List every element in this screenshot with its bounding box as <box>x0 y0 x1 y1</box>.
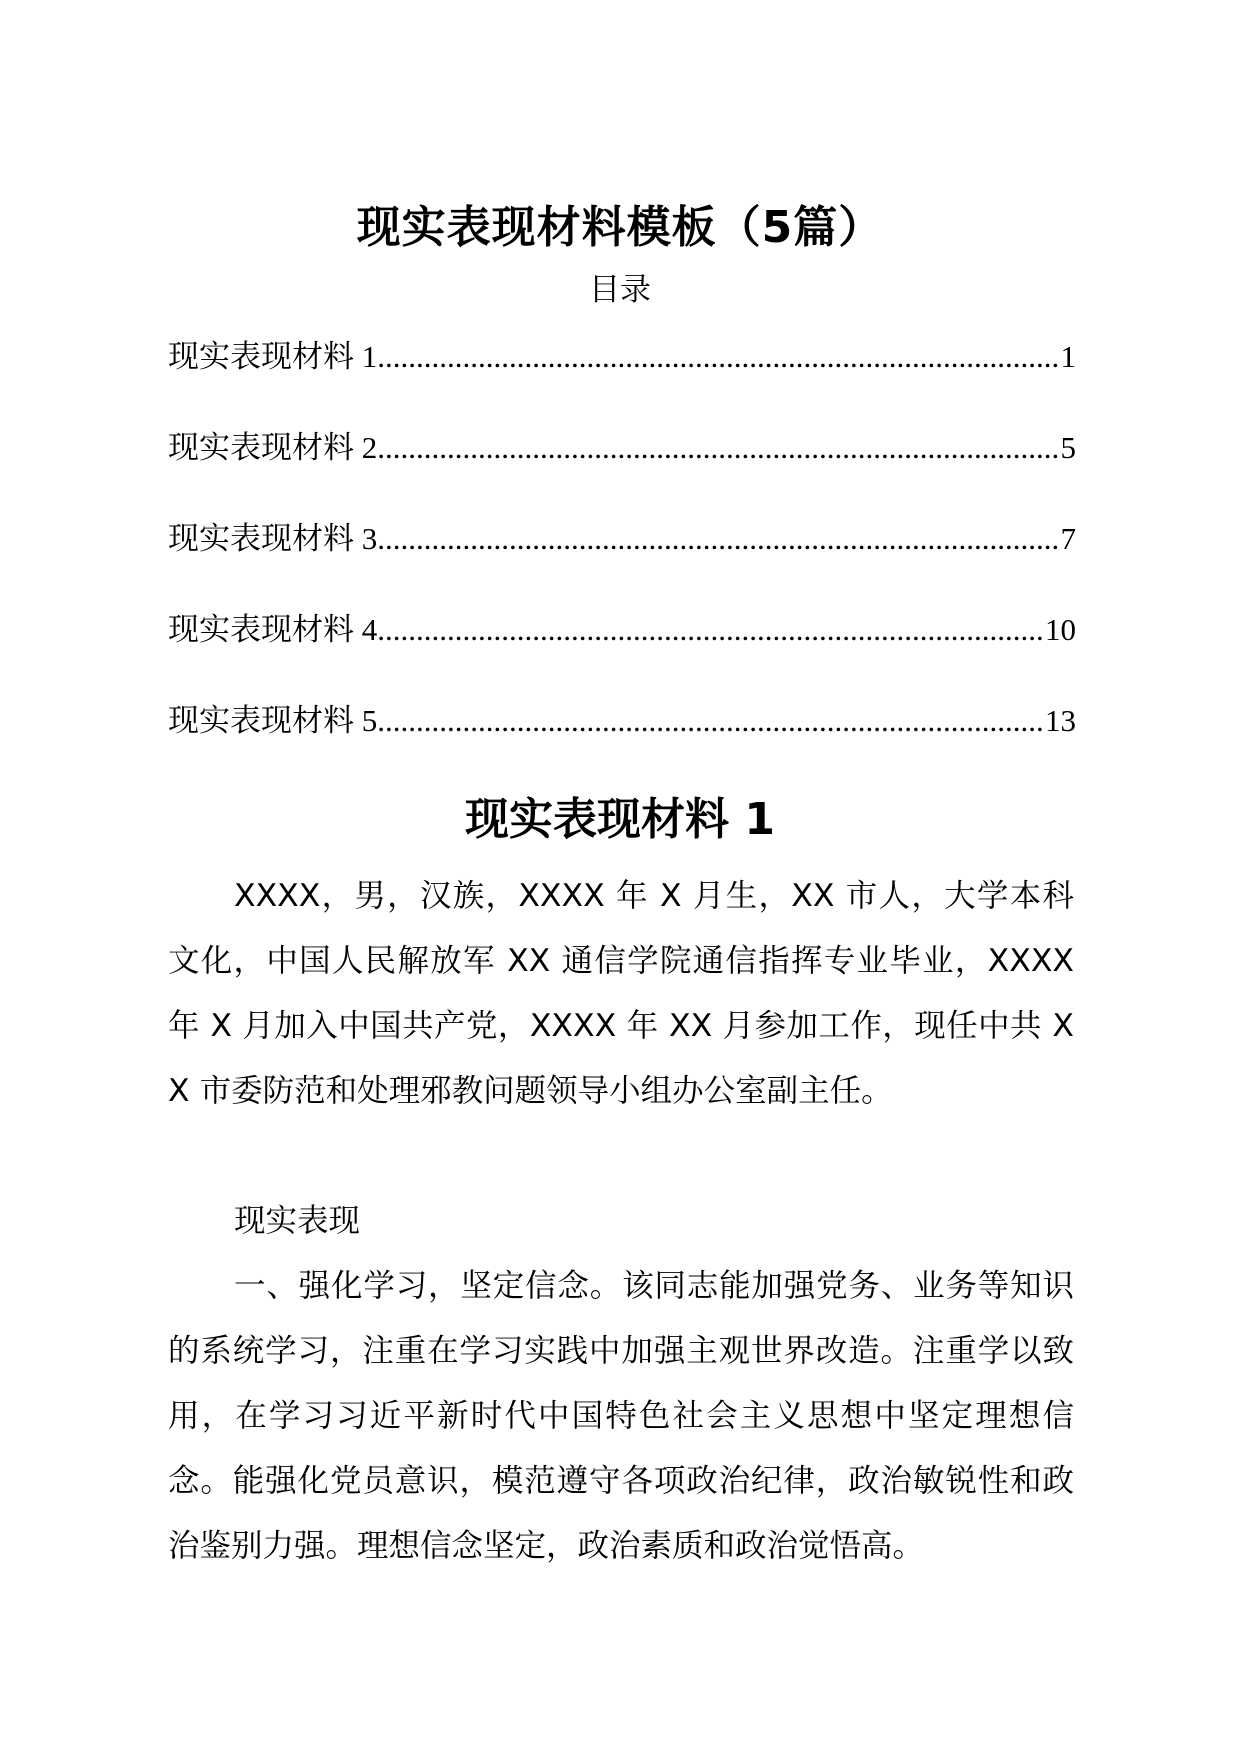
subheading-paragraph: 现实表现 <box>234 1203 361 1239</box>
section-title: 现实表现材料 1 <box>465 794 775 845</box>
toc-entry-page: 7 <box>1060 521 1076 556</box>
toc-entry-label: 现实表现材料 3 <box>168 521 378 556</box>
toc-entry[interactable] <box>168 518 1076 560</box>
toc-entry-label: 现实表现材料 2 <box>168 430 378 465</box>
toc-heading: 目录 <box>589 272 651 308</box>
toc-entry-label: 现实表现材料 4 <box>168 612 378 647</box>
toc-leader-dots <box>377 336 1060 378</box>
toc-entry[interactable] <box>168 700 1076 742</box>
toc-entry-page: 13 <box>1045 703 1076 738</box>
point-one-paragraph: 一、强化学习，坚定信念。该同志能加强党务、业务等知识的系统学习，注重在学习实践中加强主观世界改造。注重学以致用，在学习习近平新时代中国特色社会主义思想中坚定理想信念。能强化党员意识，模范遵守各项政治纪律，政治敏锐性和政治鉴别力强。理想信念坚定，政治素质和政治觉悟高。 <box>168 1268 1074 1564</box>
toc-entry-page: 10 <box>1045 612 1076 647</box>
toc-leader-dots <box>377 518 1060 560</box>
toc-leader-dots <box>377 427 1060 469</box>
toc-entry-label: 现实表现材料 1 <box>168 339 378 374</box>
toc-entry[interactable] <box>168 609 1076 651</box>
toc-entry-label: 现实表现材料 5 <box>168 703 378 738</box>
toc-entry-page: 5 <box>1060 430 1076 465</box>
toc-leader-dots <box>377 700 1045 742</box>
intro-paragraph: XXXX，男，汉族，XXXX 年 X 月生，XX 市人，大学本科文化，中国人民解放军 XX 通信学院通信指挥专业毕业，XXXX 年 X 月加入中国共产党，XXXX 年 XX 月参加工作，现任中共 XX 市委防范和处理邪教问题领导小组办公室副主任。 <box>168 878 1074 1109</box>
toc-entry[interactable] <box>168 336 1076 378</box>
document-title: 现实表现材料模板（5篇） <box>356 202 884 253</box>
toc-entry-page: 1 <box>1060 339 1076 374</box>
toc-leader-dots <box>377 609 1045 651</box>
toc-entry[interactable] <box>168 427 1076 469</box>
